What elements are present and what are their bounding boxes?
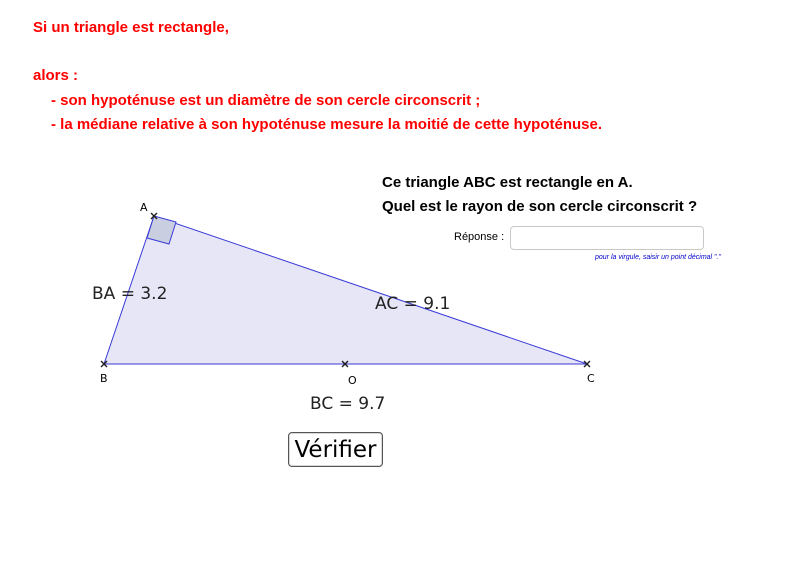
measure-bc: BC = 9.7 (310, 394, 386, 414)
statement-line-2: alors : (33, 67, 79, 84)
question-line-2: Quel est le rayon de son cercle circonscrit ? (382, 198, 698, 215)
verify-button[interactable]: Vérifier (288, 432, 383, 467)
statement-line-4: - la médiane relative à son hypoténuse mesure la moitié de cette hypoténuse. (51, 116, 603, 133)
triangle-abc (104, 216, 587, 364)
label-point-b: B (100, 372, 108, 385)
decimal-hint: pour la virgule, saisir un point décimal "." (595, 254, 721, 261)
label-point-c: C (587, 372, 595, 385)
label-point-o: O (348, 374, 357, 387)
question-line-1: Ce triangle ABC est rectangle en A. (382, 174, 633, 191)
answer-label: Réponse : (454, 231, 505, 243)
label-point-a: A (140, 201, 148, 214)
statement-line-3: - son hypoténuse est un diamètre de son cercle circonscrit ; (51, 92, 481, 109)
measure-ba: BA = 3.2 (92, 284, 168, 304)
measure-ac: AC = 9.1 (375, 294, 451, 314)
statement-line-1: Si un triangle est rectangle, (33, 19, 229, 36)
